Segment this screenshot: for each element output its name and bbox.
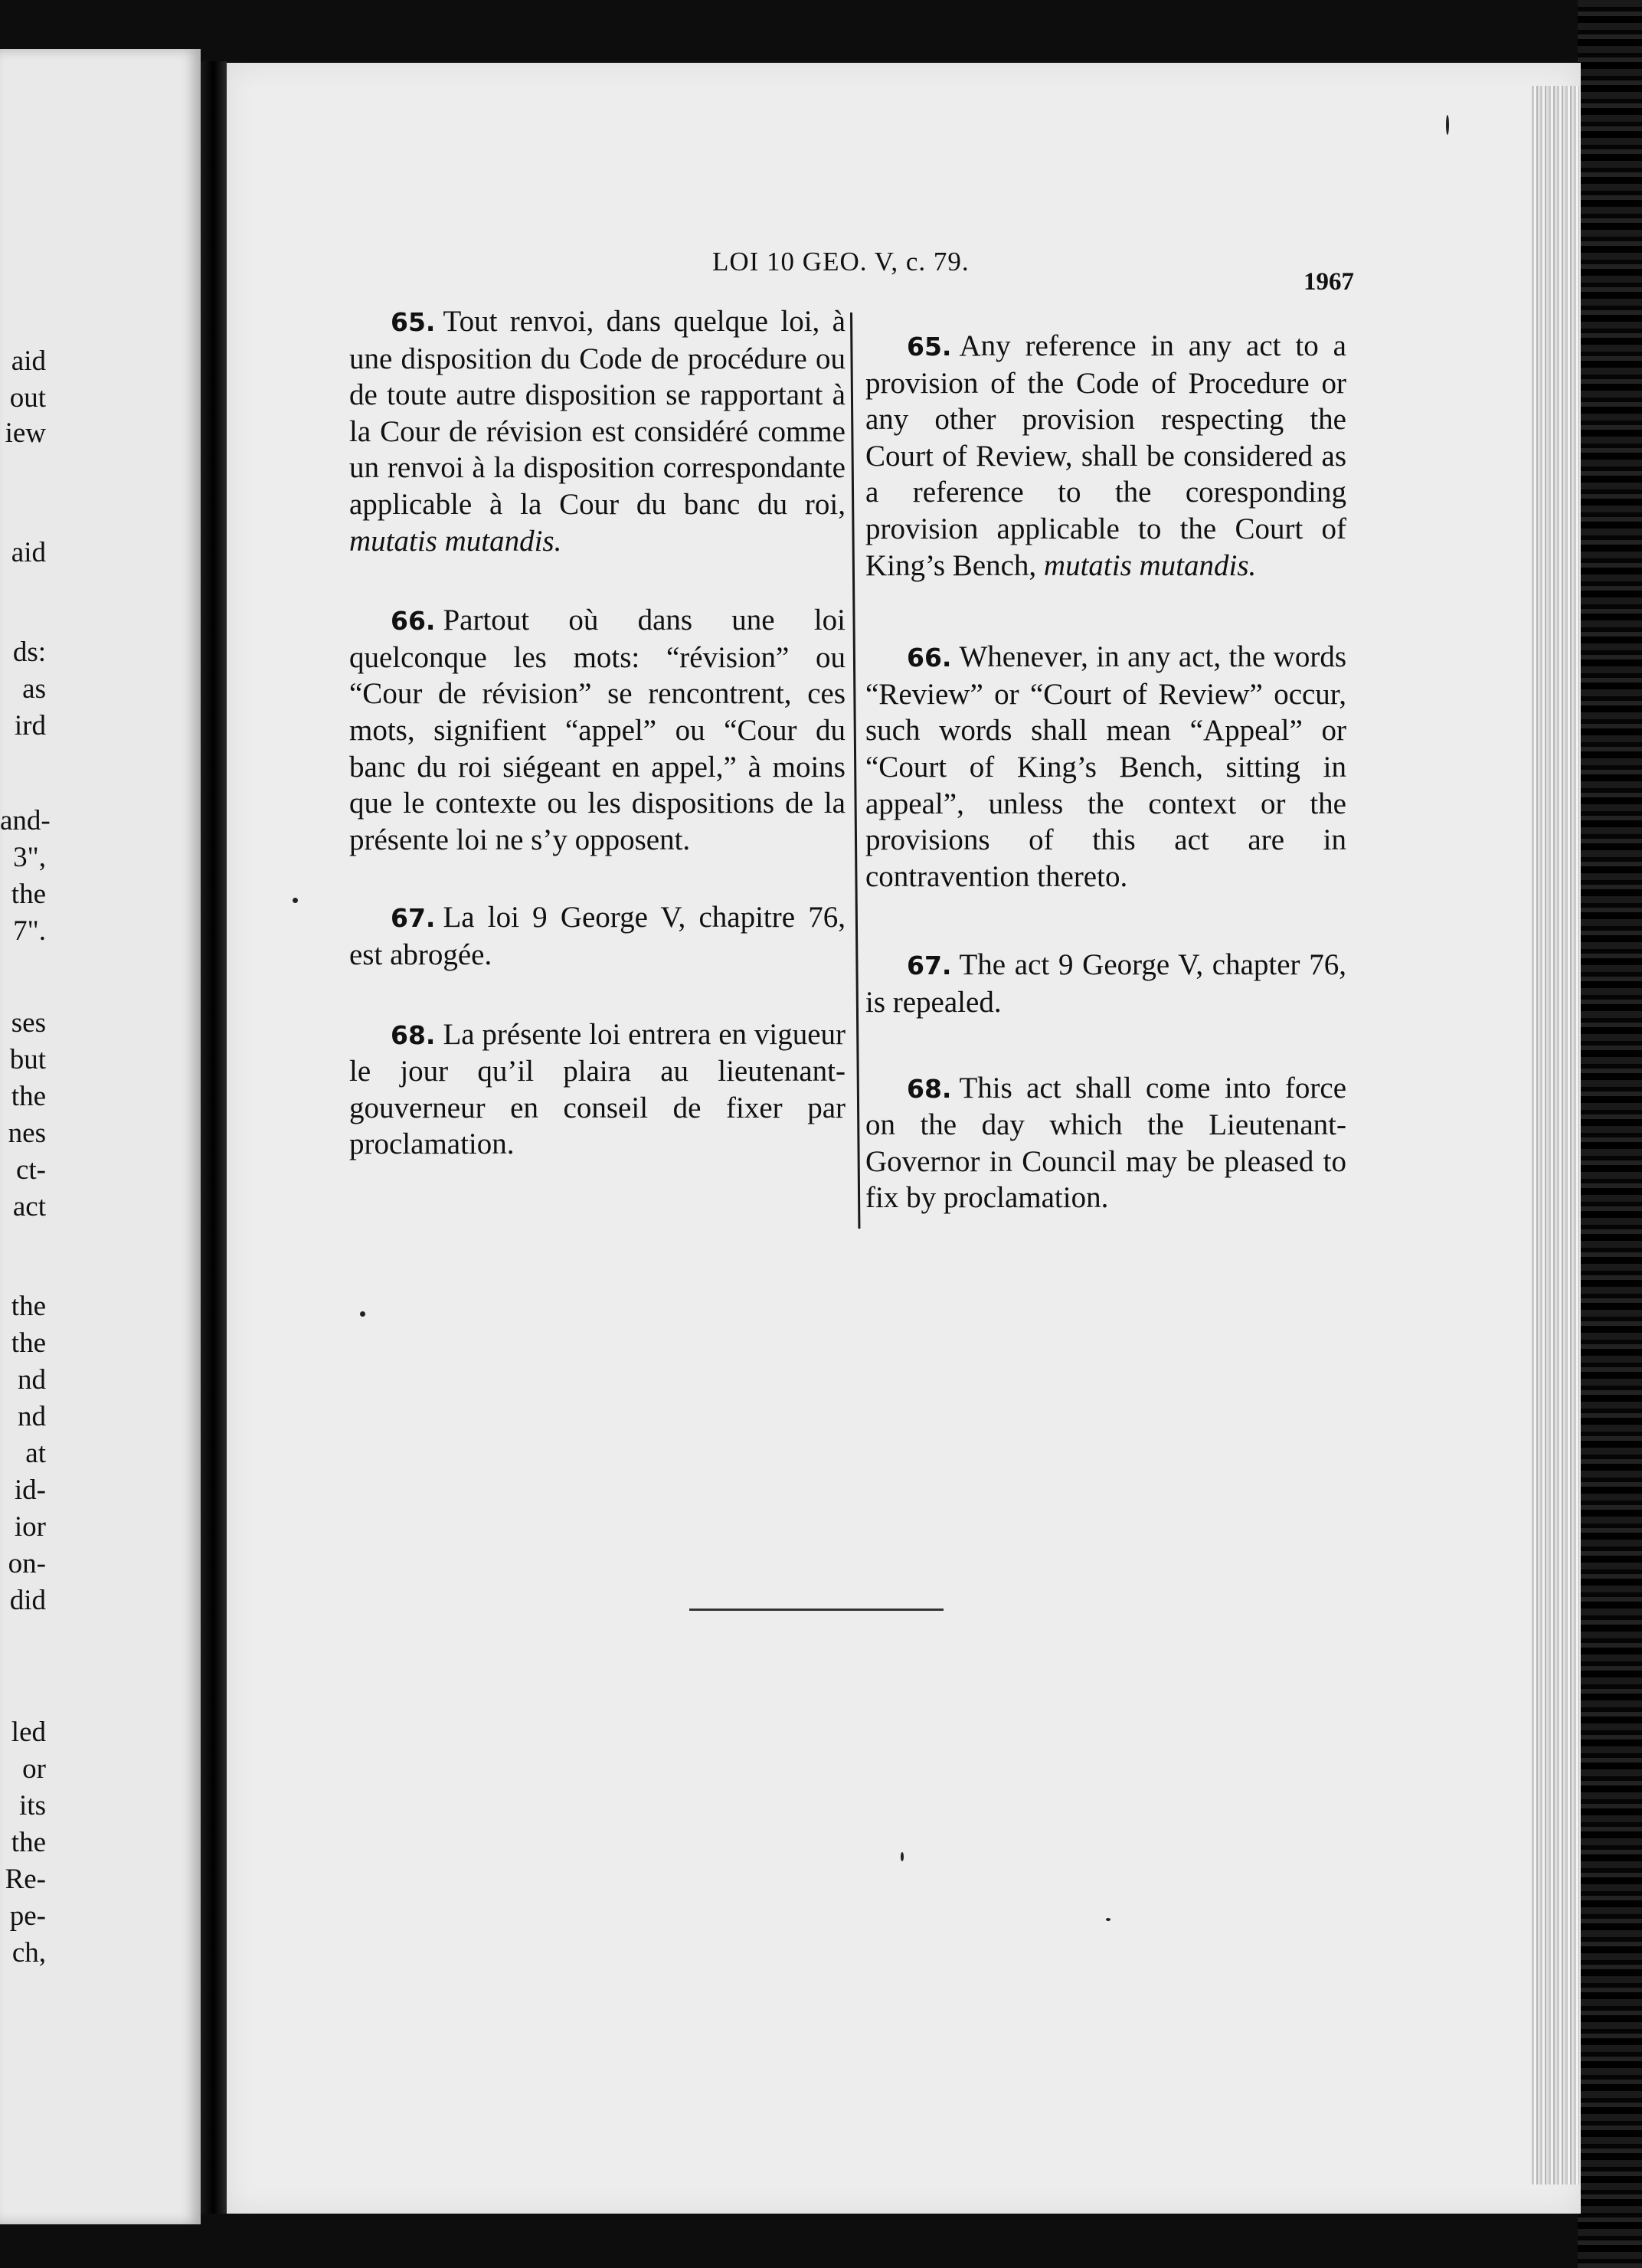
english-column [865,328,1346,1216]
section-number: 66. [391,606,436,637]
scan-speck [901,1852,904,1861]
previous-page-line-end: the [11,1327,46,1359]
section-number: 68. [907,1073,952,1104]
previous-page-line-end: did [9,1585,46,1616]
french-section-67 [349,899,846,973]
page-number: 1967 [1303,268,1354,296]
previous-page-line-end: ses [11,1007,46,1039]
previous-page-line-end: the [11,879,46,910]
previous-page-line-end: out [9,382,46,414]
previous-page-line-end: nes [8,1118,46,1149]
section-italic-text: mutatis mutandis. [1043,548,1257,582]
end-of-act-rule [689,1609,944,1611]
french-section-65 [349,303,846,559]
section-number: 66. [907,643,952,673]
english-section-65 [865,328,1346,584]
page-stack-edge [1532,86,1579,2185]
section-text: La présente loi entrera en vigueur le jour qu’il plaira au lieutenant-gouverneur en conseil de fixer par proclamation. [349,1017,846,1161]
section-text: Whenever, in any act, the words “Review” or “Court of Review” occur, such words shall mean “Appeal” or “Court of King’s Bench, sitting in appeal”, unless the context or the provisions of this act are in contravention thereto. [865,640,1346,893]
scan-speck [293,898,298,903]
scan-speck [1446,115,1449,135]
previous-page-line-end: ds: [12,637,46,668]
previous-page-line-end: or [22,1753,46,1785]
section-number: 67. [391,903,436,934]
previous-page-line-end: nd [18,1401,46,1432]
section-text: Partout où dans une loi quelconque les mots: “révision” ou “Cour de révision” se rencontrent, ces mots, signifient “appel” ou “Cour du banc du roi siégeant en appel,” à moins que le contexte ou les dispositions de la présente loi ne s’y opposent. [349,604,846,856]
previous-page-line-end: ird [14,710,46,741]
section-italic-text: mutatis mutandis. [349,524,562,558]
previous-page-line-end: Re- [5,1864,46,1895]
previous-page-line-end: ch, [11,1937,46,1969]
previous-page-line-end: the [11,1081,46,1112]
previous-page-line-end: ior [14,1511,46,1543]
previous-page-line-end: 3", [13,842,46,873]
english-section-66 [865,639,1346,895]
section-text: Any reference in any act to a provision of the Code of Procedure or any other provision respecting the Court of Review, shall be considered as a reference to the coresponding provision applicable to the Court of King’s Bench, [865,329,1346,582]
previous-page-line-end: but [9,1044,46,1075]
scan-speck [360,1311,365,1317]
previous-page-line-end: act [12,1191,46,1222]
section-number: 67. [907,951,952,981]
previous-page-line-end: 7". [13,915,46,947]
previous-page-line-end: nd [18,1364,46,1396]
previous-page-line-end: the [11,1827,46,1858]
previous-page-line-end: aid [11,537,46,568]
french-section-66 [349,602,846,858]
previous-page-line-end: and- [0,805,51,836]
section-number: 65. [391,307,436,337]
english-section-67 [865,947,1346,1020]
book-gutter [201,61,227,2214]
french-column [349,303,846,1163]
previous-page-line-end: at [25,1438,46,1469]
section-text: La loi 9 George V, chapitre 76, est abrogée. [349,901,846,971]
previous-page-line-end: the [11,1291,46,1322]
previous-page-line-end: aid [11,345,46,377]
previous-page-line-end: led [11,1717,46,1748]
previous-page-line-end: as [22,673,46,705]
previous-page-line-end: its [19,1790,46,1821]
previous-page-text-fragments [0,49,201,2224]
section-number: 65. [907,332,952,362]
english-section-68 [865,1070,1346,1216]
previous-page-line-end: on- [8,1548,46,1579]
scan-speck [1106,1918,1110,1921]
section-text: This act shall come into force on the day which the Lieutenant-Governor in Council may be pleased to fix by proclamation. [865,1071,1346,1215]
previous-page-line-end: id- [14,1474,46,1506]
section-text: The act 9 George V, chapter 76, is repealed. [865,948,1346,1019]
section-text: Tout renvoi, dans quelque loi, à une disposition du Code de procédure ou de toute autre disposition se rapportant à la Cour de révision est considéré comme un renvoi à la disposition correspondante applicable à la Cour du banc du roi, [349,305,846,521]
previous-page-line-end: iew [5,417,46,449]
running-head: LOI 10 GEO. V, c. 79. [712,247,970,277]
previous-page-fragment [0,49,201,2224]
previous-page-line-end: pe- [9,1900,46,1932]
scanner-background [1578,0,1642,2268]
previous-page-line-end: ct- [15,1154,46,1186]
french-section-68 [349,1016,846,1163]
section-number: 68. [391,1019,436,1050]
